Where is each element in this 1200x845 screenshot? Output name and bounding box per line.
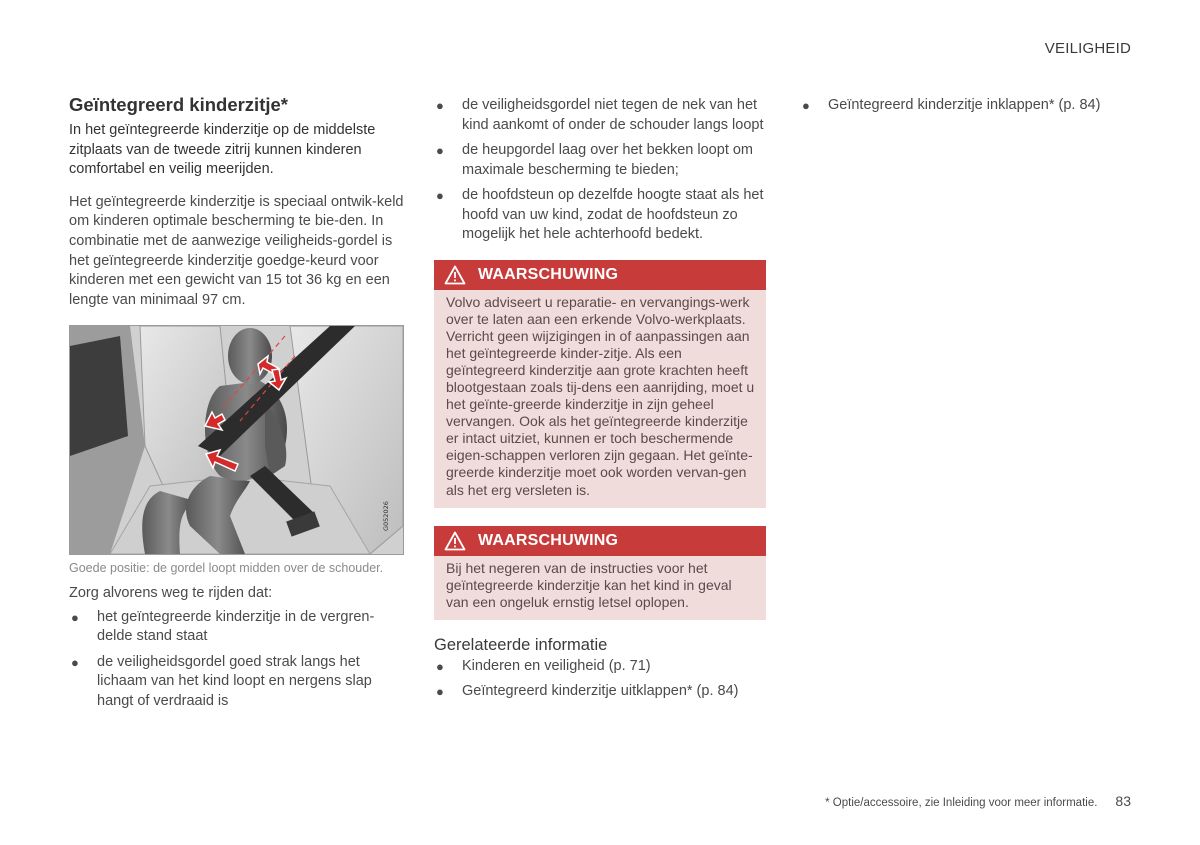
bullet-icon: ●	[71, 654, 79, 670]
page-number: 83	[1115, 793, 1131, 809]
list-item	[69, 653, 404, 712]
bullet-icon: ●	[436, 658, 444, 674]
related-link-text[interactable]: Kinderen en veiligheid (p. 71)	[462, 657, 651, 674]
warning-box-1	[434, 260, 766, 508]
page-title: Geïntegreerd kinderzitje*	[69, 94, 288, 115]
related-link[interactable]	[434, 682, 766, 702]
bullet-icon: ●	[436, 98, 444, 113]
warning-header	[434, 260, 766, 290]
warning-title: WAARSCHUWING	[478, 531, 619, 549]
list-item	[434, 96, 766, 135]
bullet-icon: ●	[71, 609, 79, 625]
child-seat-illustration	[69, 325, 404, 555]
footer	[825, 793, 1131, 809]
checklist-lead: Zorg alvorens weg te rijden dat:	[69, 584, 273, 601]
checklist-col1	[69, 608, 404, 712]
column-3	[800, 96, 1140, 122]
warning-text: Volvo adviseert u reparatie- en vervangings-werk over te laten aan een erkende Volvo-werkplaats. Verricht geen wijzigingen in of aanpassingen aan het geïntegreerde kinder-zitje. Als een geïntegreerd kinderzitje aan grote krachten heeft blootgestaan zoals tij-dens een aanrijding, moet u het geïnte-greerde kinderzitje in zijn geheel vervangen. Ook als het geïntegreerde kinderzitje er intact uitziet, kunnen er toch beschermende eigen-schappen verloren zijn gegaan. Het geïnte-greerde kinderzitje moet ook worden vervan-gen als het erg versleten is.	[446, 293, 755, 498]
related-info-list	[434, 657, 766, 702]
list-item	[69, 608, 404, 647]
warning-title: WAARSCHUWING	[478, 265, 619, 283]
list-item-text: de hoofdsteun op dezelfde hoogte staat als het hoofd van uw kind, zodat de hoofdsteun zo mogelijk het hele achterhoofd bedekt.	[462, 187, 764, 242]
warning-triangle-icon	[444, 265, 466, 285]
list-item-text: de veiligheidsgordel niet tegen de nek van het kind aankomt of onder de schouder langs loopt	[462, 97, 764, 133]
checklist-col2	[434, 96, 766, 245]
bullet-icon: ●	[436, 684, 444, 700]
warning-header	[434, 526, 766, 556]
bullet-icon: ●	[802, 98, 810, 113]
section-header: VEILIGHEID	[1044, 40, 1131, 57]
list-item-text: de heupgordel laag over het bekken loopt om maximale bescherming te bieden;	[462, 142, 754, 178]
footnote-text: * Optie/accessoire, zie Inleiding voor meer informatie.	[825, 797, 1098, 809]
related-info-title: Gerelateerde informatie	[434, 635, 608, 654]
body-paragraph: Het geïntegreerde kinderzitje is speciaal ontwik-keld om kinderen optimale bescherming te bie-den. In combinatie met de aanwezige veiligheids-gordel is het geïntegreerde kinderzitje goedge-keurd voor kinderen met een gewicht van 15 tot 36 kg en een lengte van minimaal 97 cm.	[69, 193, 404, 309]
illustration-svg	[70, 326, 403, 554]
column-1	[69, 94, 404, 717]
bullet-icon: ●	[436, 143, 444, 158]
warning-text: Bij het negeren van de instructies voor het geïntegreerde kinderzitje kan het kind in geval van een ongeluk ernstig letsel oplopen.	[446, 559, 732, 610]
intro-paragraph: In het geïntegreerde kinderzitje op de middelste zitplaats van de tweede zitrij kunnen kinderen comfortabel en veilig meerijden.	[69, 122, 376, 177]
figure-caption: Goede positie: de gordel loopt midden over de schouder.	[69, 560, 384, 575]
figure-code: G052026	[382, 500, 390, 531]
related-link-text[interactable]: Geïntegreerd kinderzitje inklappen* (p. 84)	[828, 97, 1101, 113]
column-2	[434, 96, 766, 708]
warning-triangle-icon	[444, 531, 466, 551]
related-link[interactable]	[800, 96, 1140, 116]
bullet-icon: ●	[436, 188, 444, 203]
list-item-text: de veiligheidsgordel goed strak langs het lichaam van het kind loopt en nergens slap hangt of verdraaid is	[97, 653, 372, 709]
list-item	[434, 186, 766, 245]
related-info-list-cont	[800, 96, 1140, 116]
list-item	[434, 141, 766, 180]
related-link-text[interactable]: Geïntegreerd kinderzitje uitklappen* (p. 84)	[462, 683, 739, 700]
related-link[interactable]	[434, 657, 766, 677]
warning-box-2	[434, 526, 766, 620]
list-item-text: het geïntegreerde kinderzitje in de vergren-delde stand staat	[97, 608, 375, 645]
